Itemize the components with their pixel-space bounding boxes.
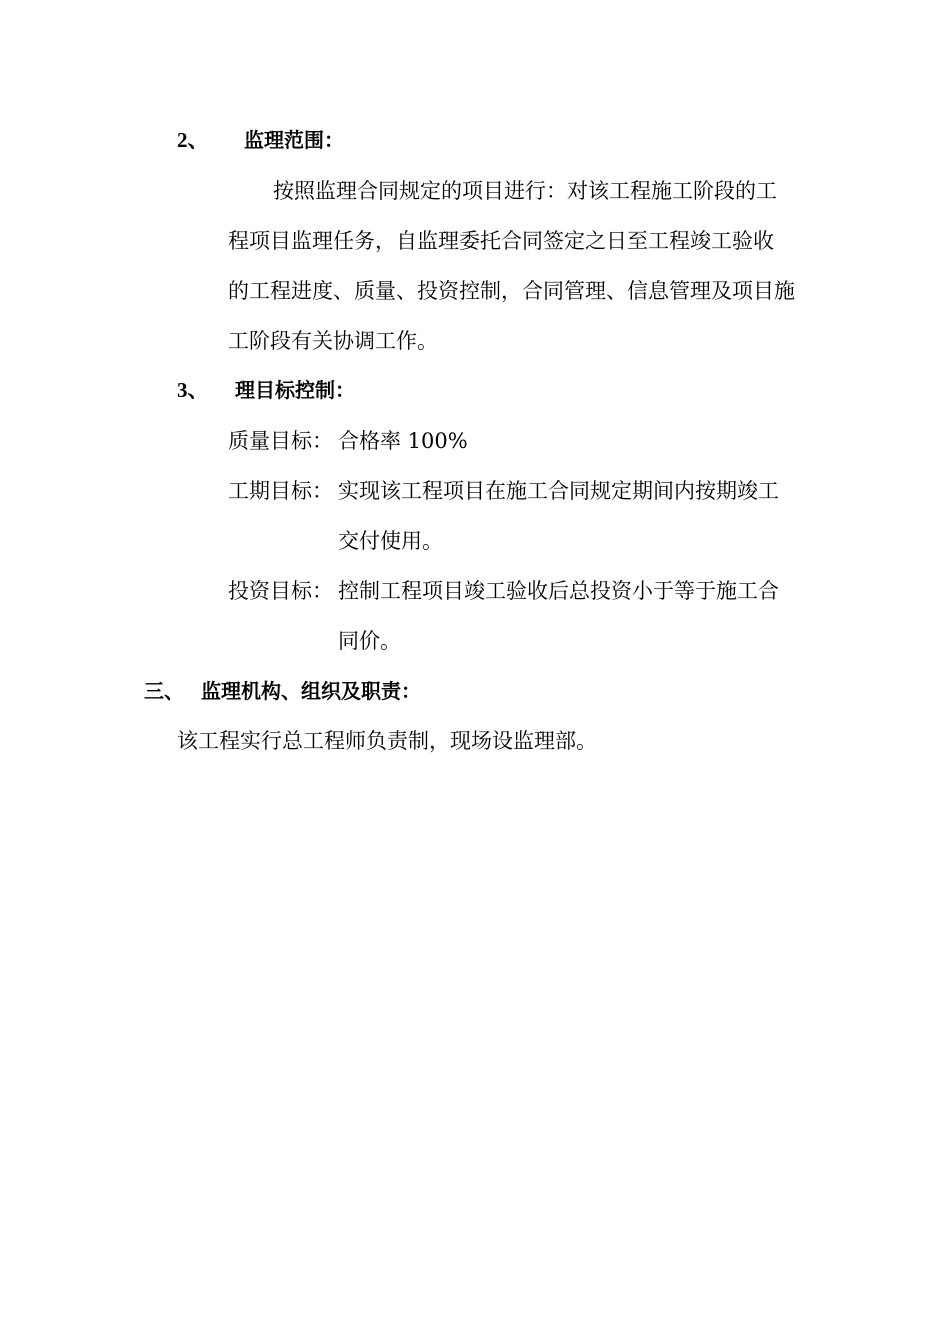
chapter-3-title: 监理机构、组织及职责： [201,679,421,703]
section-2-number: 2、 [177,128,209,152]
section-2-paragraph-line-4: 工阶段有关协调工作。 [228,329,438,353]
section-2-paragraph-line-3: 的工程进度、质量、投资控制，合同管理、信息管理及项目施 [228,279,795,303]
quality-target-value: 合格率 100% [338,429,468,453]
section-3-heading [177,375,209,405]
chapter-3-paragraph: 该工程实行总工程师负责制，现场设监理部。 [177,729,597,753]
section-2-title: 监理范围： [244,128,344,152]
section-2-paragraph-line-1: 按照监理合同规定的项目进行：对该工程施工阶段的工 [273,179,777,203]
section-2-heading [177,125,209,155]
investment-target-label: 投资目标： [228,579,333,603]
schedule-target-label: 工期目标： [228,479,333,503]
section-3-title: 理目标控制： [235,378,355,402]
chapter-3-number: 三、 [144,679,184,703]
section-3-number: 3、 [177,378,209,402]
investment-target-line-2: 同价。 [338,629,401,653]
investment-target-line-1: 控制工程项目竣工验收后总投资小于等于施工合 [338,579,779,603]
schedule-target-line-2: 交付使用。 [338,529,443,553]
schedule-target-line-1: 实现该工程项目在施工合同规定期间内按期竣工 [338,479,779,503]
quality-target-label: 质量目标： [228,429,333,453]
section-2-paragraph-line-2: 程项目监理任务，自监理委托合同签定之日至工程竣工验收 [228,229,774,253]
